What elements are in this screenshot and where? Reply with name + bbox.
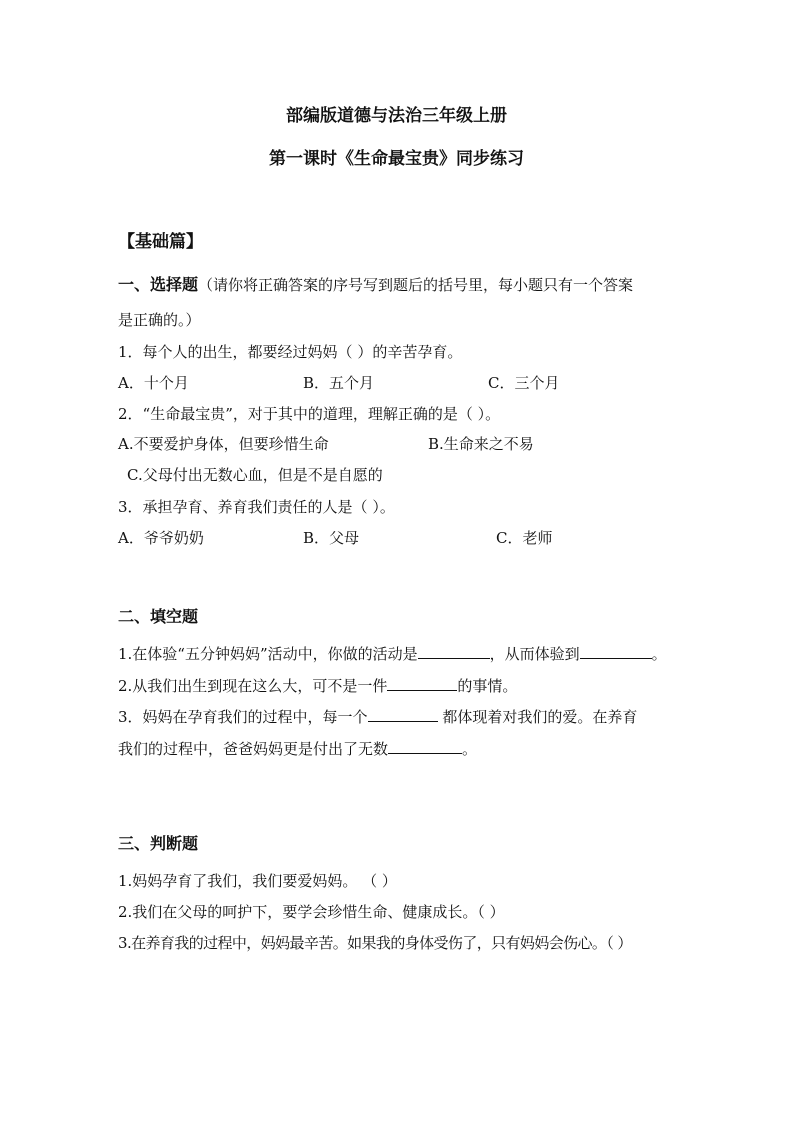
fill-blank[interactable] bbox=[418, 643, 490, 659]
fill-q3-line2 bbox=[118, 738, 477, 759]
q3-option-c: C．老师 bbox=[496, 529, 553, 547]
fill-q3-text-4: 。 bbox=[462, 740, 478, 758]
q2-option-b: B.生命来之不易 bbox=[428, 435, 534, 453]
section1-instruction: （请你将正确答案的序号写到题后的括号里，每小题只有一个答案 bbox=[198, 276, 634, 294]
fill-q3-text-3: 我们的过程中，爸爸妈妈更是付出了无数 bbox=[118, 740, 389, 758]
fill-blank[interactable] bbox=[387, 675, 457, 691]
judge-q2: 2.我们在父母的呵护下，要学会珍惜生命、健康成长。（ ） bbox=[118, 903, 505, 921]
fill-q3-text-2: 都体现着对我们的爱。在养育 bbox=[437, 708, 638, 726]
fill-q1-text-3: 。 bbox=[651, 645, 667, 663]
judge-q1: 1.妈妈孕育了我们，我们要爱妈妈。 （ ） bbox=[118, 872, 397, 890]
fill-q1-text-1: 1.在体验“五分钟妈妈”活动中，你做的活动是 bbox=[118, 645, 418, 663]
q1-text: 1．每个人的出生，都要经过妈妈（ ）的辛苦孕育。 bbox=[118, 343, 463, 361]
fill-blank[interactable] bbox=[388, 738, 462, 754]
q1-option-c: C．三个月 bbox=[488, 374, 560, 392]
basic-section-label: 【基础篇】 bbox=[118, 232, 203, 252]
page-title: 部编版道德与法治三年级上册 bbox=[286, 106, 507, 126]
q2-text: 2．“生命最宝贵”，对于其中的道理，理解正确的是（ ）。 bbox=[118, 405, 501, 423]
section1-heading: 一、选择题 bbox=[118, 275, 199, 294]
fill-q1 bbox=[118, 643, 667, 664]
section2-heading: 二、填空题 bbox=[118, 607, 199, 626]
fill-q3-text-1: 3．妈妈在孕育我们的过程中，每一个 bbox=[118, 708, 368, 726]
q1-option-b: B．五个月 bbox=[303, 374, 375, 392]
fill-blank[interactable] bbox=[580, 643, 652, 659]
q3-option-b: B．父母 bbox=[303, 529, 360, 547]
fill-blank[interactable] bbox=[368, 706, 438, 722]
section1-instruction-cont: 是正确的。） bbox=[118, 311, 201, 329]
fill-q3 bbox=[118, 706, 637, 727]
fill-q2-text-1: 2.从我们出生到现在这么大，可不是一件 bbox=[118, 677, 388, 695]
page-subtitle: 第一课时《生命最宝贵》同步练习 bbox=[269, 149, 524, 169]
judge-q3: 3.在养育我的过程中，妈妈最辛苦。如果我的身体受伤了，只有妈妈会伤心。（ ） bbox=[118, 934, 632, 952]
fill-q2-text-2: 的事情。 bbox=[457, 677, 518, 695]
q2-option-a: A.不要爱护身体，但要珍惜生命 bbox=[118, 435, 329, 453]
fill-q1-text-2: ，从而体验到 bbox=[489, 645, 580, 663]
fill-q2 bbox=[118, 675, 517, 696]
q1-option-a: A．十个月 bbox=[118, 374, 189, 392]
q3-option-a: A．爷爷奶奶 bbox=[118, 529, 204, 547]
section3-heading: 三、判断题 bbox=[118, 834, 199, 853]
q2-option-c: C.父母付出无数心血，但是不是自愿的 bbox=[127, 466, 383, 484]
q3-text: 3．承担孕育、养育我们责任的人是（ ）。 bbox=[118, 498, 395, 516]
section1-heading-line bbox=[118, 275, 633, 295]
